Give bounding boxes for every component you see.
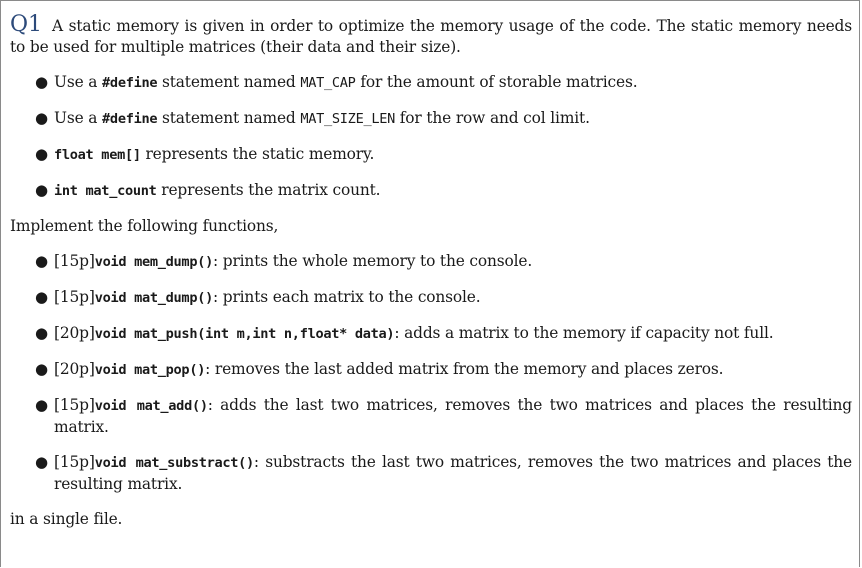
list-item (10, 359, 852, 381)
bullet-icon: ● (35, 252, 48, 270)
list-item (10, 452, 852, 495)
requirement-text: represents the matrix count. (156, 181, 381, 199)
requirements-list (10, 72, 852, 202)
bullet-icon: ● (35, 453, 48, 471)
list-item (10, 395, 852, 438)
functions-intro: Implement the following functions, (10, 217, 279, 235)
function-signature: void mat_dump() (94, 290, 213, 306)
bullet-icon: ● (35, 145, 48, 163)
points-label: [20p] (54, 324, 95, 342)
points-label: [15p] (54, 453, 95, 471)
function-description: : substracts the last two matrices, removes the two matrices and places the resulting matrix. (54, 453, 853, 493)
function-signature: void mat_substract() (94, 455, 254, 471)
list-item (10, 180, 852, 202)
requirement-text: for the row and col limit. (395, 109, 590, 127)
bullet-icon: ● (35, 109, 48, 127)
list-item (10, 144, 852, 166)
function-description: : prints the whole memory to the console. (212, 252, 533, 270)
list-item (10, 287, 852, 309)
function-description: : adds a matrix to the memory if capacity not full. (394, 324, 774, 342)
list-item (10, 323, 852, 345)
bullet-icon: ● (35, 73, 48, 91)
question-intro (10, 14, 852, 58)
bullet-icon: ● (35, 396, 48, 414)
points-label: [20p] (54, 360, 95, 378)
requirement-text: statement named (157, 73, 301, 91)
bullet-icon: ● (35, 360, 48, 378)
list-item (10, 108, 852, 130)
macro-name: MAT_SIZE_LEN (300, 111, 395, 127)
functions-list (10, 251, 852, 495)
requirement-text: Use a (54, 73, 103, 91)
function-signature: void mat_push(int m,int n,float* data) (94, 326, 395, 342)
define-keyword: #define (102, 111, 158, 127)
question-intro-text: A static memory is given in order to optimize the memory usage of the code. The static memory needs to be used for multiple matrices (their data and their size). (10, 17, 852, 56)
function-description: : removes the last added matrix from the memory and places zeros. (205, 360, 724, 378)
closing-text: in a single file. (10, 510, 123, 528)
requirement-text: represents the static memory. (140, 145, 375, 163)
function-signature: void mat_add() (94, 398, 208, 414)
function-signature: void mat_pop() (94, 362, 206, 378)
question-document (10, 14, 852, 530)
points-label: [15p] (54, 288, 95, 306)
variable-declaration: float mem[] (54, 147, 141, 163)
function-description: : adds the last two matrices, removes the two matrices and places the resulting matrix. (54, 396, 852, 436)
requirement-text: for the amount of storable matrices. (355, 73, 638, 91)
function-description: : prints each matrix to the console. (212, 288, 481, 306)
macro-name: MAT_CAP (300, 75, 356, 91)
define-keyword: #define (102, 75, 158, 91)
bullet-icon: ● (35, 324, 48, 342)
list-item (10, 72, 852, 94)
bullet-icon: ● (35, 288, 48, 306)
requirement-text: statement named (157, 109, 301, 127)
requirement-text: Use a (54, 109, 103, 127)
question-number: Q1 (10, 12, 43, 37)
points-label: [15p] (54, 252, 95, 270)
list-item (10, 251, 852, 273)
bullet-icon: ● (35, 181, 48, 199)
points-label: [15p] (54, 396, 95, 414)
function-signature: void mem_dump() (94, 254, 213, 270)
variable-declaration: int mat_count (54, 183, 157, 199)
